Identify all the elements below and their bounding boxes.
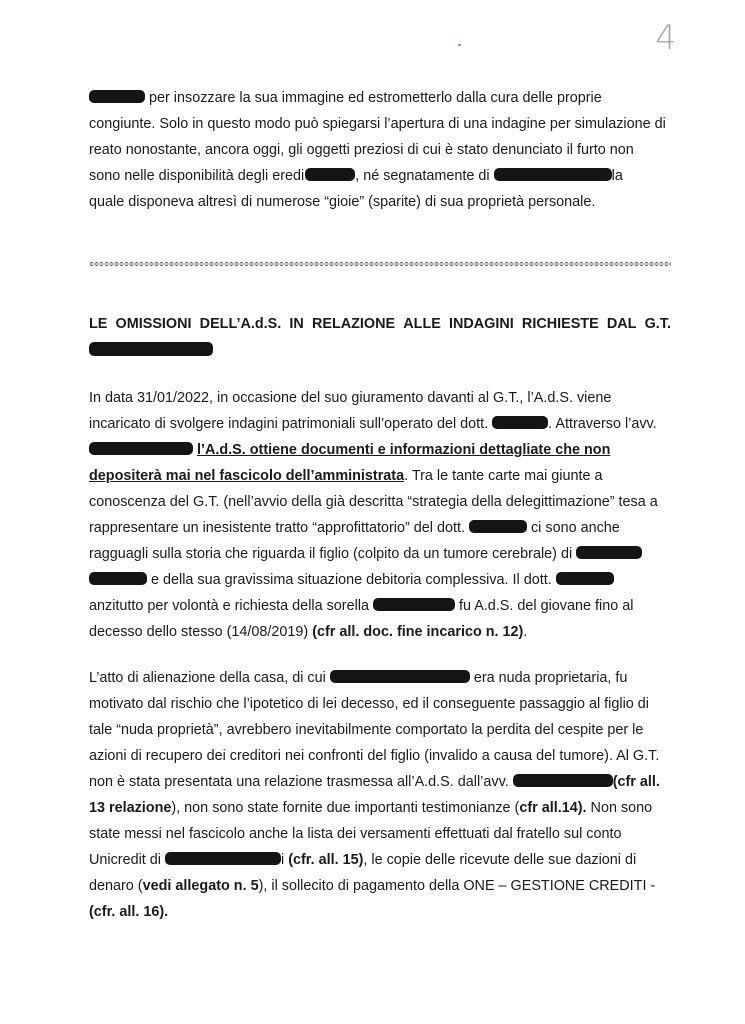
text-line: sono nelle disponibilità degli eredi , né segnatamente di la <box>89 168 623 184</box>
text-line: tale “nuda proprietà”, avrebbero inevitabilmente comportato la perdita del cespite per le <box>89 722 644 738</box>
text-line: quale disponeva altresì di numerose “gioie” (sparite) di sua proprietà personale. <box>89 194 596 210</box>
text-line: (cfr. all. 16). <box>89 904 169 920</box>
redaction <box>492 416 548 429</box>
redaction <box>469 520 527 533</box>
redaction <box>89 442 193 455</box>
redaction <box>330 670 470 683</box>
text-line: state messi nel fascicolo anche la lista dei versamenti effettuati dal fratello sul conto <box>89 826 622 842</box>
text-line: decesso dello stesso (14/08/2019) (cfr all. doc. fine incarico n. 12). <box>89 624 528 640</box>
redaction <box>494 168 612 181</box>
text-line: In data 31/01/2022, in occasione del suo giuramento davanti al G.T., l’A.d.S. viene <box>89 390 612 406</box>
text-line: denaro (vedi allegato n. 5), il sollecito di pagamento della ONE – GESTIONE CREDITI - <box>89 878 656 894</box>
text-line: ragguagli sulla storia che riguarda il figlio (colpito da un tumore cerebrale) di <box>89 544 642 564</box>
text-line: congiunte. Solo in questo modo può spiegarsi l’apertura di una indagine per simulazione di <box>89 116 666 132</box>
text-line: 13 relazione), non sono state fornite due importanti testimonianze (cfr all.14). Non sono <box>89 800 653 816</box>
text-line: conoscenza del G.T. (nell’avvio della già descritta “strategia della delegittimazione” tesa a <box>89 494 658 510</box>
page-number: 4 <box>655 18 677 58</box>
text-line: Unicredit di i (cfr. all. 15), le copie delle ricevute delle sue dazioni di <box>89 852 637 868</box>
text-line: incaricato di svolgere indagini patrimoniali sull’operato del dott. . Attraverso l’avv. <box>89 416 657 432</box>
text-line: azioni di recupero dei creditori nei confronti del figlio (invalido a causa del tumore). Al G.T. <box>89 748 660 764</box>
redaction <box>89 90 145 103</box>
redaction <box>305 168 355 181</box>
text-line: depositerà mai nel fascicolo dell’amministrata. Tra le tante carte mai giunte a <box>89 468 603 484</box>
section-heading: LE OMISSIONI DELL’A.d.S. IN RELAZIONE ALLE INDAGINI RICHIESTE DAL G.T. <box>89 316 671 332</box>
redaction <box>165 852 281 865</box>
scan-speck <box>458 44 461 46</box>
text-line: e della sua gravissima situazione debitoria complessiva. Il dott. <box>89 570 614 590</box>
text-line: rappresentare un inesistente tratto “approfittatorio” del dott. ci sono anche <box>89 520 620 536</box>
text-line: per insozzare la sua immagine ed estrometterlo dalla cura delle proprie <box>89 88 602 108</box>
text-line: motivato dal rischio che l’ipotetico di lei decesso, ed il conseguente passaggio al figlio di <box>89 696 649 712</box>
text-line: l’A.d.S. ottiene documenti e informazioni dettagliate che non <box>89 440 610 460</box>
redaction <box>556 572 614 585</box>
redaction <box>513 774 613 787</box>
text-line: reato nonostante, ancora oggi, gli oggetti preziosi di cui è stato denunciato il furto non <box>89 142 634 158</box>
heading-redacted-line <box>89 341 213 361</box>
dotted-separator <box>89 262 671 266</box>
text-line: non è stata presentata una relazione trasmessa all’A.d.S. dall’avv. (cfr all. <box>89 774 660 790</box>
text-line: anzitutto per volontà e richiesta della sorella fu A.d.S. del giovane fino al <box>89 598 634 614</box>
redaction <box>576 546 642 559</box>
redaction <box>89 572 147 585</box>
redaction <box>89 342 213 356</box>
redaction <box>373 598 455 611</box>
text-line: L’atto di alienazione della casa, di cui era nuda proprietaria, fu <box>89 670 628 686</box>
